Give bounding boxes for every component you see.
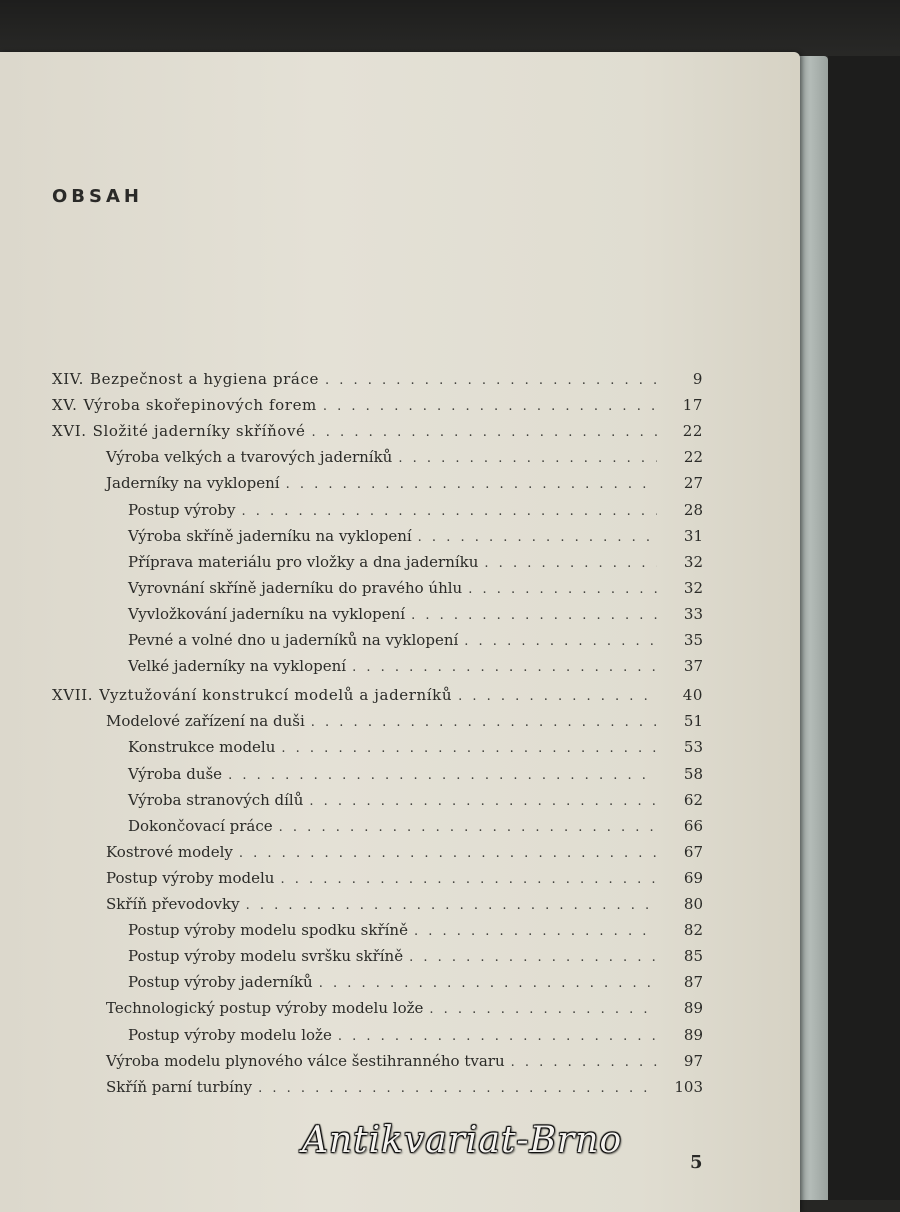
chapter-number: XVII. <box>52 686 94 705</box>
toc-page-number: 85 <box>683 947 703 966</box>
toc-title: Výroba skříně jaderníku na vyklopení <box>128 526 412 545</box>
toc-entry <box>128 738 703 764</box>
toc-page-number: 31 <box>683 526 703 545</box>
toc-title: Postup výroby modelu lože <box>128 1025 332 1044</box>
dot-leader <box>352 660 657 675</box>
dot-leader <box>311 715 657 730</box>
toc-page-number: 27 <box>683 474 703 493</box>
toc-entry <box>52 422 703 448</box>
toc-title: Dokončovací práce <box>128 816 273 835</box>
toc-entry <box>106 1052 703 1078</box>
dot-leader <box>281 741 657 756</box>
toc-page-number: 40 <box>682 686 703 705</box>
toc-title: Vyrovnání skříně jaderníku do pravého úhlu <box>128 578 463 597</box>
toc-title: Příprava materiálu pro vložky a dna jaderníku <box>128 552 479 571</box>
toc-page-number: 37 <box>683 657 703 676</box>
toc-page-number: 22 <box>683 448 703 467</box>
toc-title: Skříň převodovky <box>106 895 240 913</box>
toc-title: Složité jaderníky skříňové <box>92 422 306 441</box>
toc-entry <box>106 1078 703 1104</box>
dot-leader <box>228 768 657 783</box>
book-cover-edge <box>798 56 828 1200</box>
toc-entry <box>106 474 703 500</box>
dot-leader <box>239 846 657 861</box>
toc-entry <box>128 605 703 631</box>
toc-page-number: 9 <box>692 370 703 388</box>
toc-entry <box>128 553 703 579</box>
toc-page-number: 89 <box>683 1025 703 1044</box>
dot-leader <box>258 1081 657 1096</box>
toc-title: Jaderníky na vyklopení <box>106 474 280 493</box>
toc-title: Pevné a volné dno u jaderníků na vyklopení <box>128 631 459 649</box>
toc-title: Velké jaderníky na vyklopení <box>128 657 347 676</box>
toc-entry <box>106 999 703 1025</box>
toc-page-number: 32 <box>683 552 703 571</box>
dot-leader <box>319 976 657 991</box>
page-number: 5 <box>690 1152 703 1173</box>
toc-page-number: 62 <box>683 790 703 809</box>
dot-leader <box>242 504 658 519</box>
toc-title: Modelové zařízení na duši <box>106 712 305 731</box>
toc-entry <box>128 817 703 843</box>
dot-leader <box>458 689 657 704</box>
dot-leader <box>468 582 657 597</box>
dot-leader <box>280 872 657 887</box>
toc-title: Výroba velkých a tvarových jaderníků <box>106 448 393 467</box>
dot-leader <box>246 898 657 913</box>
toc-page-number: 97 <box>683 1051 703 1070</box>
chapter-number: XIV. <box>52 370 84 388</box>
toc-title: Bezpečnost a hygiena práce <box>89 370 319 388</box>
toc-entry <box>128 1026 703 1052</box>
dot-leader <box>323 399 657 414</box>
toc-title: Postup výroby modelu spodku skříně <box>128 921 408 940</box>
toc-entry <box>106 712 703 738</box>
toc-title: Vyztužování konstrukcí modelů a jaderníků <box>99 686 453 705</box>
toc-title: Vyvložkování jaderníku na vyklopení <box>128 604 406 623</box>
toc-entry <box>128 973 703 999</box>
dot-leader <box>409 950 657 965</box>
toc-page-number: 82 <box>683 921 703 940</box>
toc-page-number: 69 <box>683 868 703 887</box>
toc-title: Postup výroby modelu svršku skříně <box>128 947 404 966</box>
toc-entry <box>128 657 703 683</box>
dot-leader <box>338 1029 657 1044</box>
book-page <box>0 52 800 1212</box>
toc-page-number: 80 <box>683 895 703 913</box>
dot-leader <box>312 425 657 440</box>
dot-leader <box>411 608 657 623</box>
toc-title: Výroba skořepinových forem <box>83 396 317 415</box>
dot-leader <box>414 924 657 939</box>
toc-title: Postup výroby modelu <box>106 868 275 887</box>
toc-entry <box>106 895 703 921</box>
toc-page-number: 67 <box>683 842 703 861</box>
toc-page-number: 58 <box>683 764 703 783</box>
dot-leader <box>309 794 657 809</box>
toc-entry <box>52 396 703 422</box>
toc-title: Výroba stranových dílů <box>128 790 304 809</box>
toc-entry <box>128 579 703 605</box>
dot-leader <box>429 1002 657 1017</box>
chapter-number: XVI. <box>52 422 87 441</box>
background-right <box>828 56 900 1200</box>
toc-entry <box>128 527 703 553</box>
dot-leader <box>484 556 657 571</box>
toc-entry <box>52 370 703 396</box>
watermark: Antikvariat-Brno <box>302 1120 623 1161</box>
toc-title: Postup výroby jaderníků <box>128 973 313 992</box>
toc-page-number: 51 <box>683 712 703 731</box>
toc-entry <box>106 843 703 869</box>
toc-entry <box>128 765 703 791</box>
dot-leader <box>418 530 657 545</box>
dot-leader <box>279 820 657 835</box>
toc-page-number: 33 <box>683 604 703 623</box>
page-heading: OBSAH <box>52 186 143 207</box>
toc-page-number: 32 <box>683 578 703 597</box>
toc-title: Postup výroby <box>128 500 236 519</box>
toc-page-number: 89 <box>683 999 703 1018</box>
toc-page-number: 53 <box>683 738 703 757</box>
toc-title: Kostrové modely <box>106 842 233 861</box>
toc-entry <box>52 686 703 712</box>
toc-page-number: 87 <box>683 973 703 992</box>
toc-entry <box>128 921 703 947</box>
dot-leader <box>286 477 657 492</box>
toc-page-number: 103 <box>674 1077 703 1096</box>
toc-page-number: 66 <box>683 816 703 835</box>
toc-title: Skříň parní turbíny <box>106 1077 253 1096</box>
toc-title: Konstrukce modelu <box>128 738 276 757</box>
toc-entry <box>106 869 703 895</box>
toc-title: Výroba duše <box>128 764 223 783</box>
toc-entry <box>128 791 703 817</box>
dot-leader <box>325 373 657 388</box>
toc-page-number: 17 <box>682 396 703 415</box>
dot-leader <box>511 1055 657 1070</box>
toc-entry <box>128 501 703 527</box>
toc-title: Výroba modelu plynového válce šestihranného tvaru <box>106 1051 505 1070</box>
chapter-number: XV. <box>52 396 78 415</box>
toc-entry <box>106 448 703 474</box>
dot-leader <box>398 451 657 466</box>
toc-page-number: 22 <box>682 422 703 441</box>
toc-page-number: 28 <box>683 500 703 519</box>
dot-leader <box>464 634 657 649</box>
toc-entry <box>128 631 703 657</box>
toc-title: Technologický postup výroby modelu lože <box>106 999 424 1018</box>
toc-entry <box>128 947 703 973</box>
toc-page-number: 35 <box>683 631 703 649</box>
